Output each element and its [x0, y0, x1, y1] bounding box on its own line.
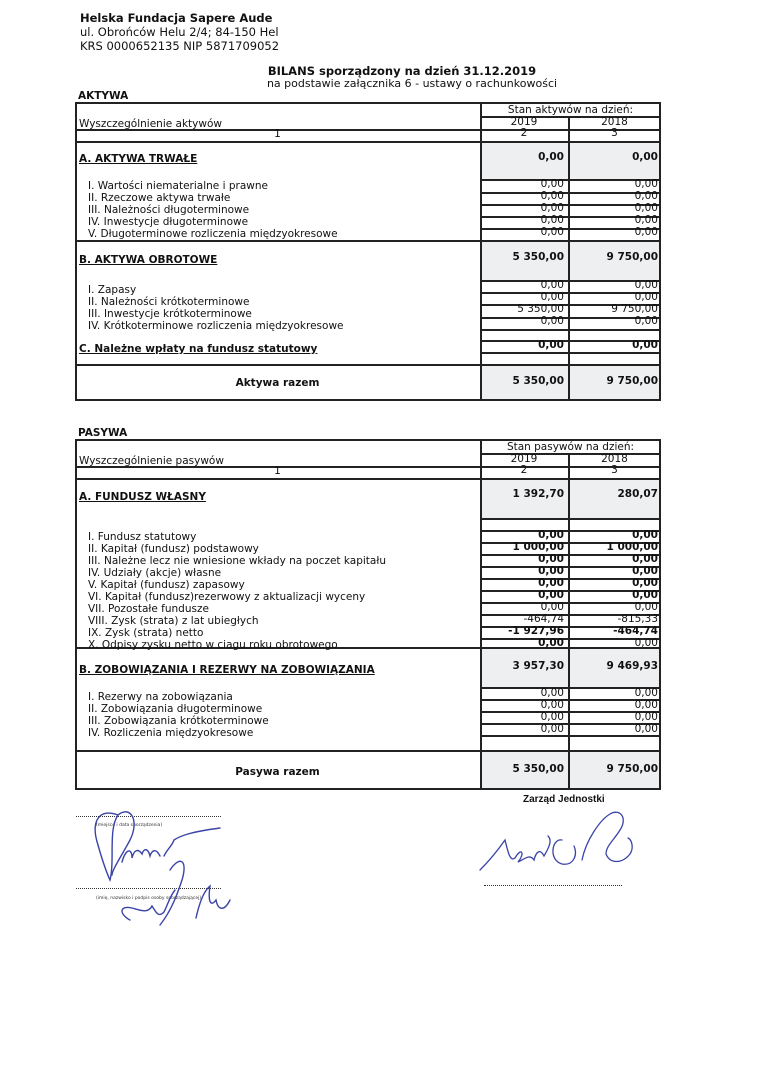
aktywa-col-number-3: 3: [611, 127, 618, 139]
pasywa-total-2019: 5 350,00: [512, 763, 564, 775]
organization-name: Helska Fundacja Sapere Aude: [80, 11, 273, 25]
pasywa-a-item-label: II. Kapitał (fundusz) podstawowy: [88, 543, 259, 555]
pasywa-b-item-2019: 0,00: [540, 699, 564, 711]
aktywa-b-item-label: II. Należności krótkoterminowe: [88, 296, 250, 308]
aktywa-year-2019: 2019: [510, 116, 538, 128]
aktywa-total-2018: 9 750,00: [606, 375, 658, 387]
pasywa-a-item-2018: 0,00: [634, 637, 658, 649]
aktywa-a-item-2019: 0,00: [540, 178, 564, 190]
pasywa-b-item-2018: 0,00: [634, 699, 658, 711]
aktywa-total-2019: 5 350,00: [512, 375, 564, 387]
pasywa-group-b-2018: 9 469,93: [606, 660, 658, 672]
aktywa-a-item-label: V. Długoterminowe rozliczenia międzyokresowe: [88, 228, 338, 240]
pasywa-a-item-label: I. Fundusz statutowy: [88, 531, 197, 543]
pasywa-a-item-2019: 0,00: [538, 553, 564, 565]
aktywa-a-item-2018: 0,00: [634, 226, 658, 238]
aktywa-a-item-2019: 0,00: [540, 190, 564, 202]
aktywa-b-item-2018: 9 750,00: [611, 303, 658, 315]
pasywa-b-item-label: I. Rezerwy na zobowiązania: [88, 691, 233, 703]
aktywa-total-label: Aktywa razem: [235, 377, 320, 389]
aktywa-b-item-2018: 0,00: [634, 291, 658, 303]
pasywa-a-item-2019: 0,00: [538, 577, 564, 589]
pasywa-state-header: Stan pasywów na dzień:: [506, 441, 635, 453]
pasywa-a-item-label: V. Kapitał (fundusz) zapasowy: [88, 579, 245, 591]
aktywa-a-item-2019: 0,00: [540, 202, 564, 214]
organization-registry: KRS 0000652135 NIP 5871709052: [80, 39, 280, 53]
aktywa-group-a-2019: 0,00: [538, 151, 564, 163]
pasywa-a-item-2018: 0,00: [632, 589, 658, 601]
pasywa-group-b-title: B. ZOBOWIĄZANIA I REZERWY NA ZOBOWIĄZANIA: [79, 664, 375, 676]
aktywa-group-a-title: A. AKTYWA TRWAŁE: [79, 153, 198, 165]
preparer-signature: [60, 800, 280, 940]
pasywa-b-item-2018: 0,00: [634, 723, 658, 735]
aktywa-state-header: Stan aktywów na dzień:: [507, 104, 634, 116]
pasywa-total-label: Pasywa razem: [235, 766, 320, 778]
pasywa-a-item-2018: 0,00: [632, 553, 658, 565]
pasywa-b-item-2019: 0,00: [540, 723, 564, 735]
pasywa-desc-header: Wyszczególnienie pasywów: [79, 455, 224, 467]
pasywa-a-item-label: IX. Zysk (strata) netto: [88, 627, 204, 639]
board-label: Zarząd Jednostki: [523, 794, 605, 805]
pasywa-group-a-2019: 1 392,70: [512, 488, 564, 500]
aktywa-col-number-1: 1: [274, 128, 281, 140]
pasywa-year-2018: 2018: [601, 453, 628, 465]
pasywa-a-item-2018: -464,74: [613, 625, 658, 637]
aktywa-b-item-2019: 0,00: [540, 279, 564, 291]
aktywa-b-item-2019: 0,00: [540, 315, 564, 327]
pasywa-section-label: PASYWA: [78, 427, 128, 439]
pasywa-a-item-label: X. Odpisy zysku netto w ciagu roku obrotowego: [88, 639, 338, 651]
aktywa-group-b-2018: 9 750,00: [606, 251, 658, 263]
aktywa-group-c-2019: 0,00: [538, 339, 564, 351]
aktywa-year-2018: 2018: [601, 116, 628, 128]
aktywa-group-b-title: B. AKTYWA OBROTOWE: [79, 254, 218, 266]
aktywa-a-item-2019: 0,00: [540, 226, 564, 238]
pasywa-a-item-2019: 0,00: [538, 637, 564, 649]
aktywa-b-item-label: IV. Krótkoterminowe rozliczenia międzyokresowe: [88, 320, 344, 332]
pasywa-group-a-title: A. FUNDUSZ WŁASNY: [79, 491, 206, 503]
pasywa-b-item-label: IV. Rozliczenia międzyokresowe: [88, 727, 254, 739]
aktywa-a-item-2018: 0,00: [634, 202, 658, 214]
aktywa-a-item-2018: 0,00: [634, 178, 658, 190]
pasywa-a-item-2019: -1 927,96: [508, 625, 564, 637]
pasywa-a-item-label: VIII. Zysk (strata) z lat ubiegłych: [88, 615, 259, 627]
pasywa-total-2018: 9 750,00: [606, 763, 658, 775]
pasywa-a-item-2018: -815,33: [617, 613, 658, 625]
aktywa-col-number-2: 2: [520, 127, 528, 139]
pasywa-a-item-2018: 0,00: [634, 601, 658, 613]
pasywa-a-item-2018: 0,00: [632, 529, 658, 541]
pasywa-a-item-label: VII. Pozostałe fundusze: [88, 603, 209, 615]
aktywa-a-item-2018: 0,00: [634, 214, 658, 226]
aktywa-b-item-2019: 5 350,00: [517, 303, 564, 315]
aktywa-b-item-label: I. Zapasy: [88, 284, 137, 296]
pasywa-a-item-2018: 0,00: [632, 565, 658, 577]
pasywa-a-item-2018: 1 000,00: [606, 541, 658, 553]
aktywa-group-b-2019: 5 350,00: [512, 251, 564, 263]
pasywa-b-item-2018: 0,00: [634, 711, 658, 723]
pasywa-b-item-2019: 0,00: [540, 687, 564, 699]
pasywa-a-item-label: IV. Udziały (akcje) własne: [88, 567, 222, 579]
aktywa-group-c-title: C. Należne wpłaty na fundusz statutowy: [79, 343, 318, 355]
pasywa-a-item-label: VI. Kapitał (fundusz)rezerwowy z aktualizacji wyceny: [88, 591, 366, 603]
pasywa-b-item-label: III. Zobowiązania krótkoterminowe: [88, 715, 269, 727]
pasywa-col-number-2: 2: [520, 464, 528, 476]
aktywa-b-item-2019: 0,00: [540, 291, 564, 303]
organization-address: ul. Obrońców Helu 2/4; 84-150 Hel: [80, 25, 279, 39]
preparer-caption: (imię, nazwisko i podpis osoby sporządzającej): [96, 896, 202, 901]
pasywa-a-item-2019: 0,00: [540, 601, 564, 613]
pasywa-col-number-1: 1: [274, 465, 281, 477]
pasywa-year-2019: 2019: [510, 453, 538, 465]
aktywa-a-item-label: I. Wartości niematerialne i prawne: [88, 180, 268, 192]
aktywa-b-item-2018: 0,00: [634, 315, 658, 327]
aktywa-b-item-label: III. Inwestycje krótkoterminowe: [88, 308, 252, 320]
pasywa-group-a-2018: 280,07: [617, 488, 658, 500]
aktywa-a-item-2019: 0,00: [540, 214, 564, 226]
document-subtitle: na podstawie załącznika 6 - ustawy o rachunkowości: [266, 77, 558, 90]
aktywa-b-item-2018: 0,00: [634, 279, 658, 291]
pasywa-a-item-2018: 0,00: [632, 577, 658, 589]
aktywa-group-c-2018: 0,00: [632, 339, 658, 351]
pasywa-a-item-2019: 0,00: [538, 589, 564, 601]
aktywa-a-item-2018: 0,00: [634, 190, 658, 202]
aktywa-desc-header: Wyszczególnienie aktywów: [79, 118, 222, 130]
pasywa-col-number-3: 3: [611, 464, 618, 476]
pasywa-b-item-label: II. Zobowiązania długoterminowe: [88, 703, 263, 715]
aktywa-group-a-2018: 0,00: [632, 151, 658, 163]
pasywa-a-item-2019: 0,00: [538, 565, 564, 577]
pasywa-b-item-2019: 0,00: [540, 711, 564, 723]
aktywa-a-item-label: III. Należności długoterminowe: [88, 204, 250, 216]
document-title: BILANS sporządzony na dzień 31.12.2019: [267, 64, 537, 78]
aktywa-a-item-label: II. Rzeczowe aktywa trwałe: [88, 192, 231, 204]
pasywa-b-item-2018: 0,00: [634, 687, 658, 699]
board-signature: [470, 810, 690, 890]
aktywa-a-item-label: IV. Inwestycje długoterminowe: [88, 216, 249, 228]
pasywa-group-b-2019: 3 957,30: [512, 660, 564, 672]
pasywa-a-item-label: III. Należne lecz nie wniesione wkłady na poczet kapitału: [88, 555, 386, 567]
aktywa-section-label: AKTYWA: [78, 90, 129, 102]
place-date-caption: (miejsce i data sporządzenia): [96, 823, 163, 828]
pasywa-a-item-2019: 0,00: [538, 529, 564, 541]
pasywa-a-item-2019: -464,74: [523, 613, 564, 625]
pasywa-a-item-2019: 1 000,00: [512, 541, 564, 553]
